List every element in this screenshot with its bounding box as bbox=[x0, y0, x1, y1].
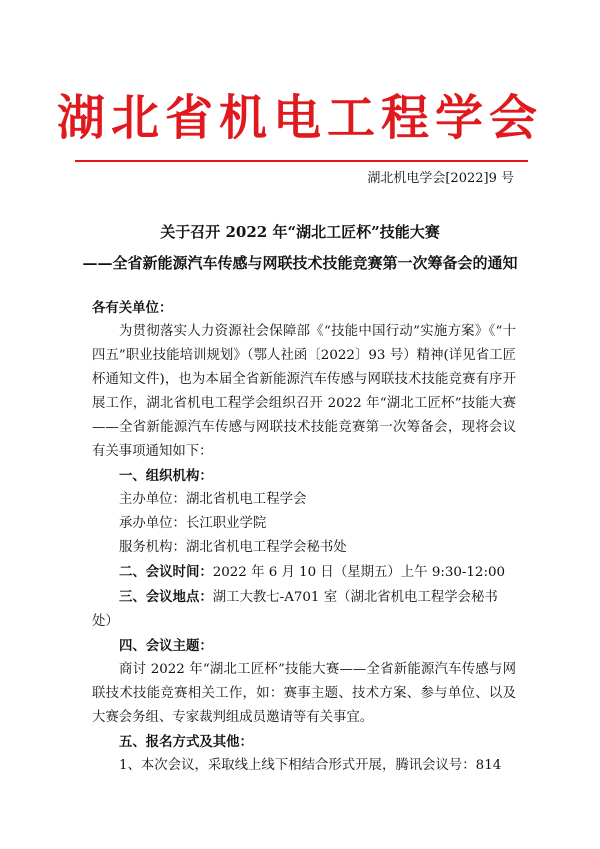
meeting-time-label: 二、会议时间： bbox=[119, 564, 213, 580]
section-theme-heading: 四、会议主题： bbox=[119, 638, 213, 654]
notice-body bbox=[92, 296, 516, 778]
meeting-time bbox=[92, 560, 516, 585]
organizer-unit: 承办单位：长江职业学院 bbox=[119, 516, 267, 531]
meeting-time-value: 2022 年 6 月 10 日（星期五）上午 9:30-12:00 bbox=[212, 565, 505, 580]
salutation: 各有关单位： bbox=[92, 300, 173, 316]
header-divider bbox=[75, 160, 528, 162]
section-registration-heading: 五、报名方式及其他： bbox=[119, 734, 253, 750]
notice-title-line2: ——全省新能源汽车传感与网联技术技能竞赛第一次筹备会的通知 bbox=[82, 254, 518, 272]
registration-item-1: 1、本次会议，采取线上线下相结合形式开展，腾讯会议号：814 bbox=[119, 758, 502, 773]
section-organization-heading: 一、组织机构： bbox=[119, 468, 213, 484]
host-unit: 主办单位：湖北省机电工程学会 bbox=[119, 492, 307, 507]
theme-paragraph: 商讨 2022 年“湖北工匠杯”技能大赛——全省新能源汽车传感与网联技术技能竞赛相关工作，如：赛事主题、技术方案、参与单位、以及大赛会务组、专家裁判组成员邀请等有关事宜。 bbox=[92, 662, 516, 725]
intro-paragraph: 为贯彻落实人力资源社会保障部《“技能中国行动”实施方案》《“十四五”职业技能培训规划》（鄂人社函〔2022〕93 号）精神(详见省工匠杯通知文件)，也为本届全省新能源汽车传感与网联技术技能竞赛有序开展工作，湖北省机电工程学会组织召开 2022 年“湖北工匠杯”技能大赛——全省新能源汽车传感与网联技术技能竞赛第一次筹备会，现将会议有关事项通知如下： bbox=[92, 324, 516, 459]
meeting-location bbox=[92, 585, 516, 634]
meeting-location-label: 三、会议地点： bbox=[119, 589, 213, 605]
service-unit: 服务机构：湖北省机电工程学会秘书处 bbox=[119, 540, 347, 555]
document-number: 湖北机电学会[2022]9 号 bbox=[367, 171, 514, 186]
meeting-location-value: 湖工大教七-A701 室（湖北省机电工程学会秘书处） bbox=[92, 590, 498, 629]
masthead-title: 湖北省机电工程学会 bbox=[56, 90, 543, 146]
notice-title-line1: 关于召开 2022 年“湖北工匠杯”技能大赛 bbox=[160, 223, 440, 241]
